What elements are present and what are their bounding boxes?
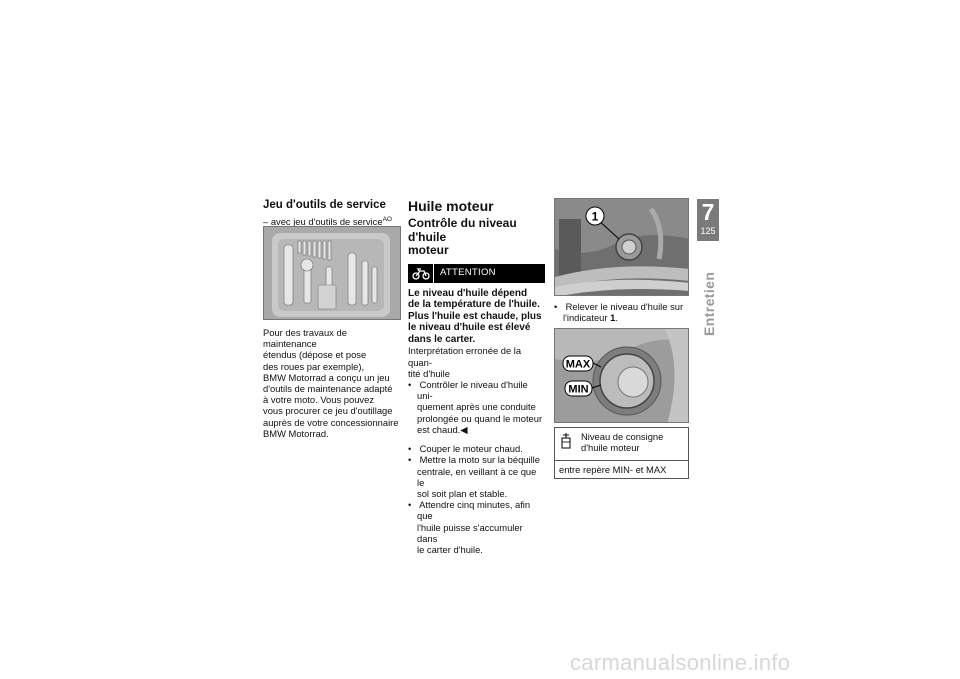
step-bullet: • Couper le moteur chaud.: [408, 443, 545, 454]
page-number: 125: [700, 226, 716, 236]
oil-gauge-photo: [554, 328, 689, 423]
tool-kit-photo: [263, 226, 401, 320]
spec-title-row: Niveau de consigne d'huile moteur: [555, 428, 688, 461]
step-bullet: • Attendre cinq minutes, afin que l'huile puisse s'accumuler dans le carter d'huile.: [408, 499, 545, 555]
optional-equipment-line: – avec jeu d'outils de service$^{AO}$: [263, 216, 392, 228]
column-tool-kit: [263, 199, 401, 227]
max-mark-label: MAX: [565, 358, 591, 371]
attention-banner: [408, 264, 545, 283]
oil-can-icon: [559, 431, 581, 456]
callout-number: 1: [591, 209, 599, 224]
heading-tool-kit: Jeu d'outils de service: [263, 199, 386, 211]
chapter-title: Entretien: [701, 271, 717, 336]
attention-label: ATTENTION: [440, 267, 496, 279]
subheading-oil-check: Contrôle du niveau d'huile moteur: [408, 216, 517, 257]
chapter-tab: [697, 199, 719, 241]
min-mark-label: MIN: [568, 383, 589, 396]
option-code: AO: [382, 216, 392, 223]
tool-kit-text: Pour des travaux de maintenance étendus (dépose et pose des roues par exemple), BMW Motorrad a conçu un jeu d'outils de maintenance adapté à votre moto. Vous pouvez vous procurer ce jeu d'outillage auprès de votre concessionnaire BMW Motorrad.: [263, 327, 399, 439]
heading-engine-oil: Huile moteur: [408, 198, 494, 214]
warning-statement: Le niveau d'huile dépend de la température de l'huile. Plus l'huile est chaude, plus le niveau d'huile est élevé dans le carter.: [408, 287, 542, 345]
watermark-footer: carmanualsonline.info: [570, 650, 791, 675]
spec-value-row: entre repère MIN- et MAX: [559, 464, 667, 475]
chapter-number: 7: [701, 199, 715, 225]
step-bullet: • Mettre la moto sur la béquille centrale, en veillant à ce que le sol soit plan et stable.: [408, 454, 545, 499]
warning-bullet: • Contrôler le niveau d'huile uni- quement après une conduite prolongée ou quand le moteur est chaud.◀: [408, 379, 545, 435]
oil-level-spec-table: [554, 427, 689, 479]
motorcycle-warning-icon: [408, 264, 434, 283]
step-bullet: • Relever le niveau d'huile sur l'indicateur 1.: [554, 301, 690, 323]
read-oil-level-step: [554, 301, 690, 323]
column-engine-oil: [408, 198, 545, 555]
engine-photo: [554, 198, 689, 296]
warning-consequence: Interprétation erronée de la quan- tité d'huile: [408, 345, 522, 379]
